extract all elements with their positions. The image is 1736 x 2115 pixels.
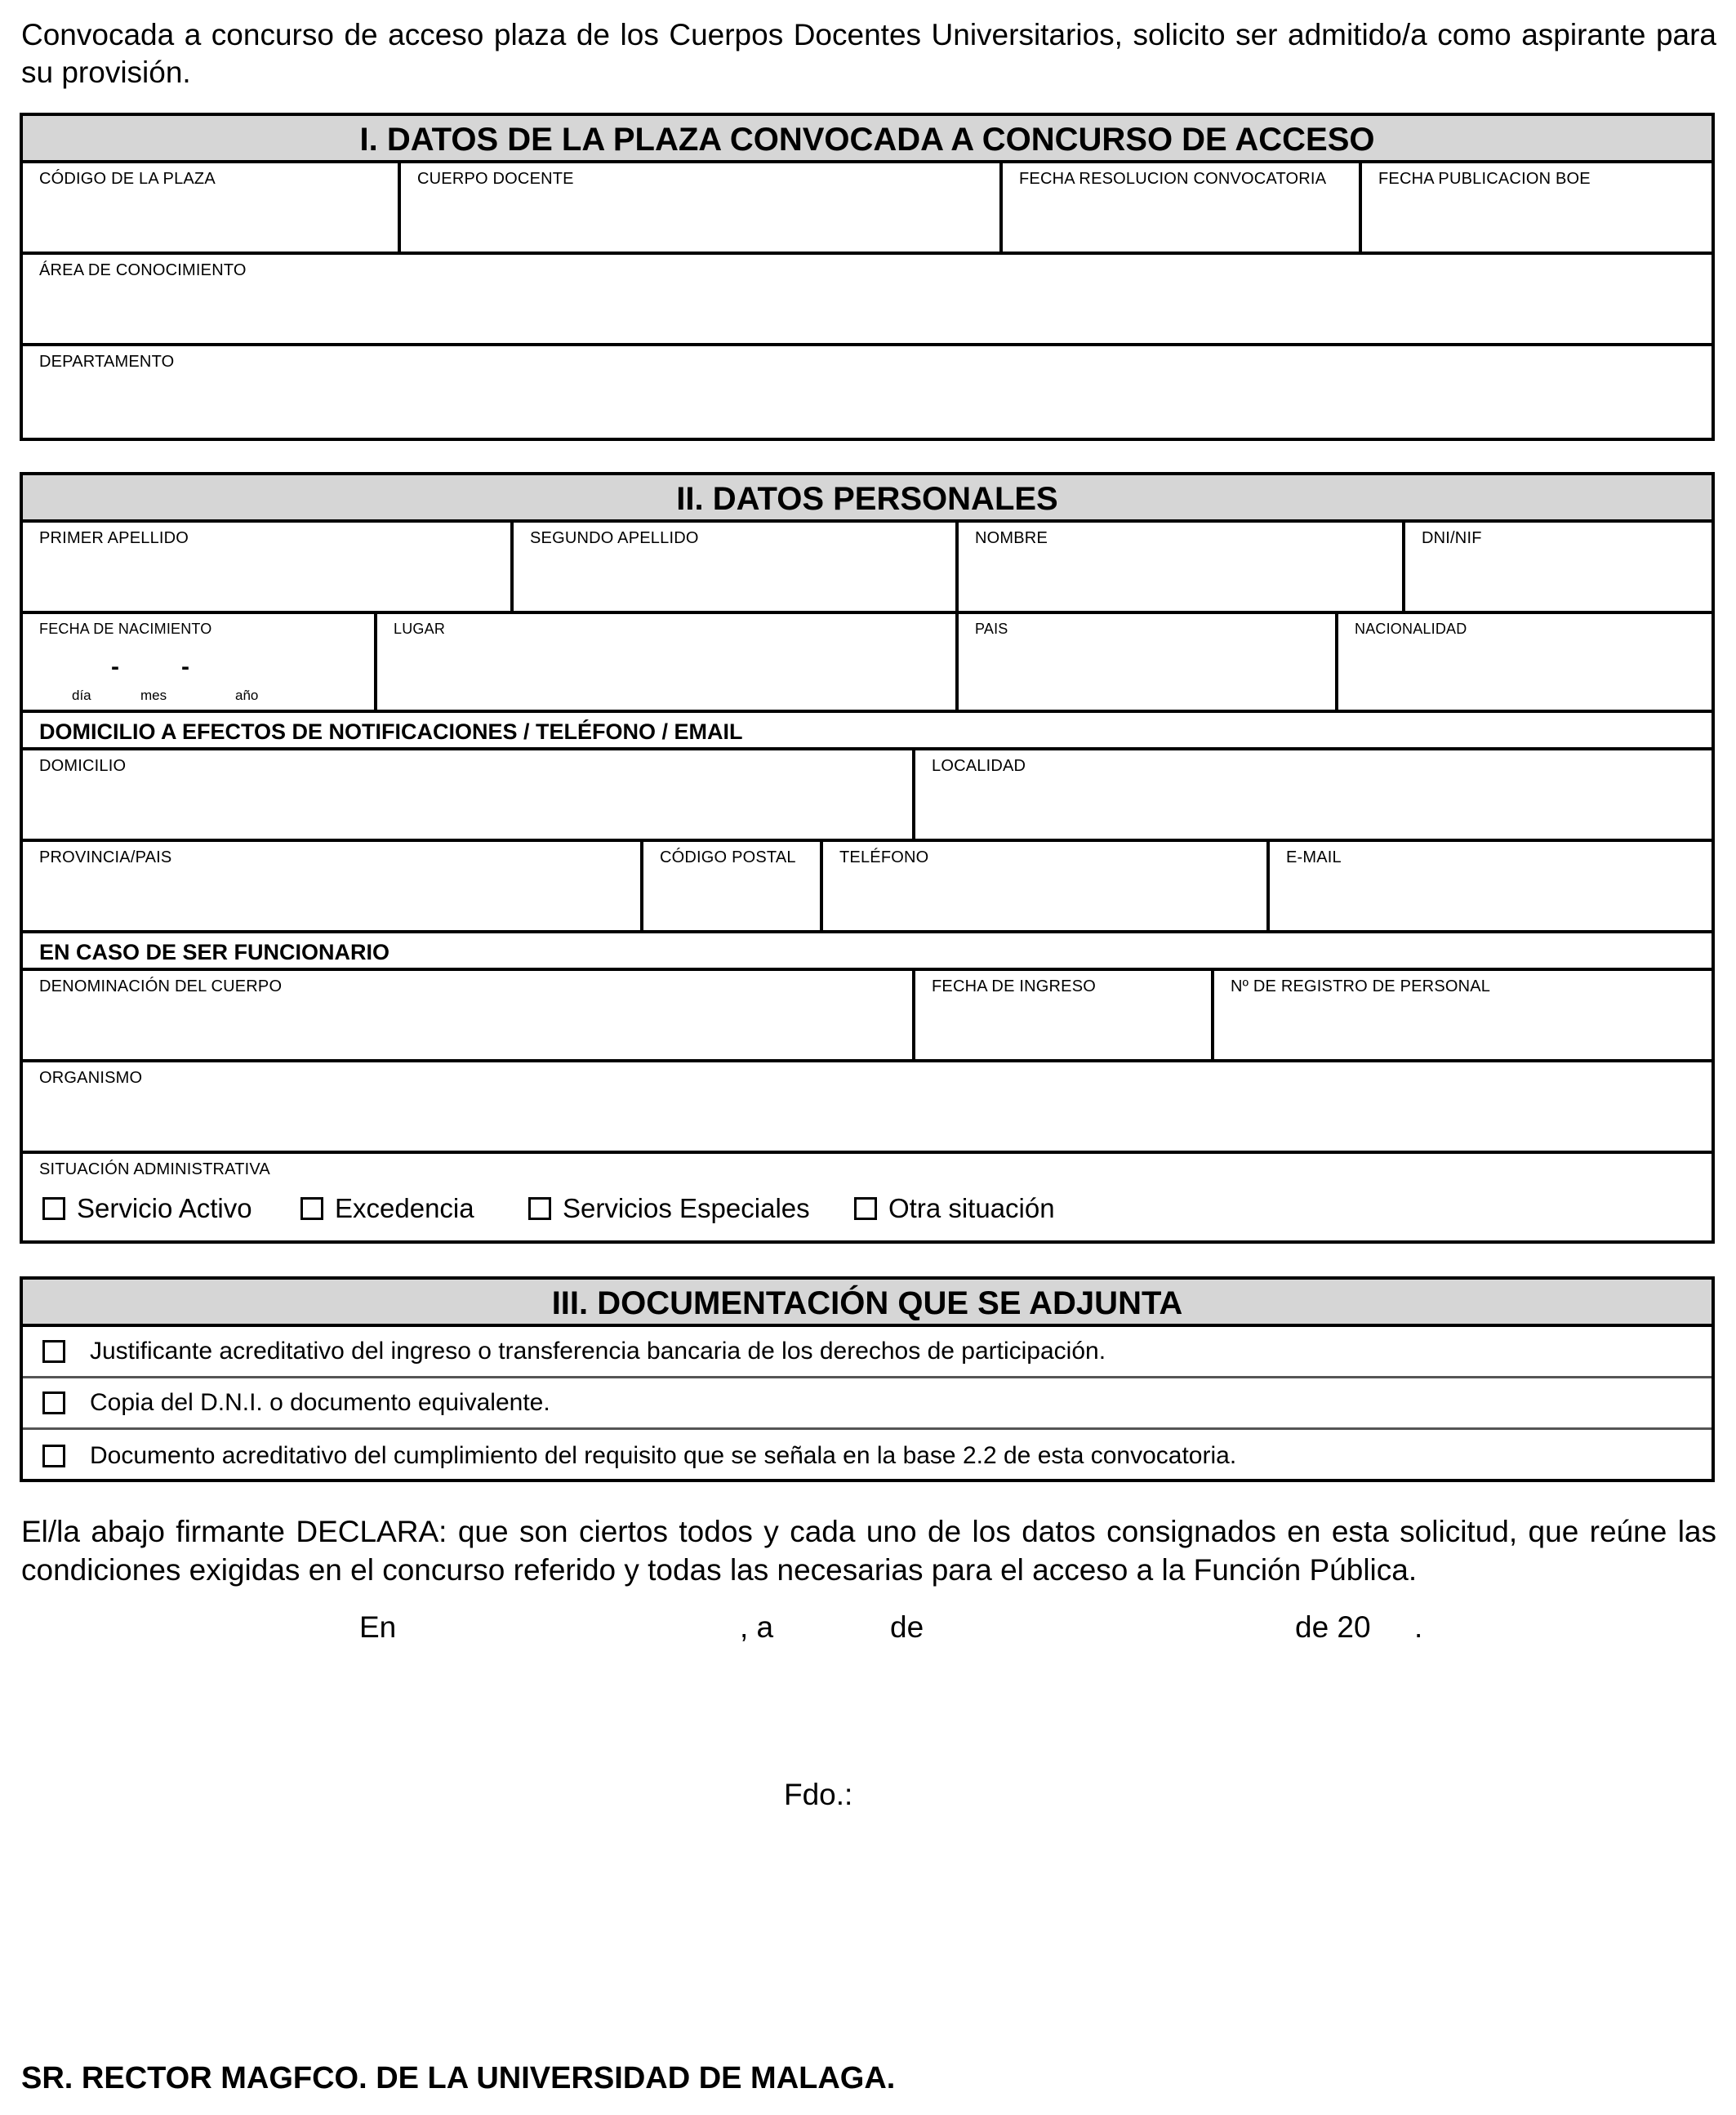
situacion-option-label: Otra situación	[888, 1193, 1055, 1223]
localidad-field[interactable]	[915, 750, 1712, 839]
situacion-option-label: Excedencia	[335, 1193, 474, 1223]
organismo-label: ORGANISMO	[39, 1069, 143, 1087]
fecha-nacimiento-field[interactable]	[23, 614, 377, 710]
situacion-option-excedencia[interactable]	[300, 1193, 474, 1224]
lugar-field[interactable]	[377, 614, 959, 710]
primer-apellido-label: PRIMER APELLIDO	[39, 529, 189, 547]
fecha-publicacion-field[interactable]	[1362, 163, 1712, 252]
cuerpo-docente-field[interactable]	[401, 163, 1003, 252]
provincia-field[interactable]	[23, 842, 643, 930]
doc-item-requisito[interactable]	[23, 1430, 1712, 1481]
intro-text: Convocada a concurso de acceso plaza de los Cuerpos Docentes Universitarios, solicito ser admitido/a como aspirante para su provisión.	[21, 18, 1716, 89]
signature-label: Fdo.:	[784, 1778, 853, 1811]
situacion-option-label: Servicio Activo	[77, 1193, 252, 1223]
place-dot: .	[1414, 1610, 1423, 1644]
place-de-label: de	[890, 1610, 924, 1644]
domicilio-label: DOMICILIO	[39, 757, 127, 775]
situacion-field	[23, 1154, 1712, 1236]
section-documentacion	[20, 1276, 1715, 1482]
primer-apellido-field[interactable]	[23, 523, 514, 611]
departamento-label: DEPARTAMENTO	[39, 353, 175, 371]
place-en-label: En	[359, 1610, 397, 1644]
doc-item-justificante[interactable]	[23, 1327, 1712, 1378]
fecha-nacimiento-label: FECHA DE NACIMIENTO	[39, 621, 212, 637]
pais-label: PAIS	[975, 621, 1008, 637]
fecha-publicacion-label: FECHA PUBLICACION BOE	[1378, 170, 1591, 188]
dia-label: día	[72, 688, 91, 703]
doc-item-dni[interactable]	[23, 1378, 1712, 1430]
fecha-nacimiento-parts	[52, 653, 265, 702]
section-datos-personales	[20, 472, 1715, 1244]
denominacion-cuerpo-label: DENOMINACIÓN DEL CUERPO	[39, 977, 283, 995]
telefono-field[interactable]	[823, 842, 1270, 930]
declaration-text: El/la abajo firmante DECLARA: que son ciertos todos y cada uno de los datos consignados en esta solicitud, que reúne las condiciones exigidas en el concurso referido y todas las necesarias para el acceso a la Función Pública.	[21, 1515, 1716, 1587]
fecha-ingreso-label: FECHA DE INGRESO	[932, 977, 1097, 995]
place-de20-label: de 20	[1295, 1610, 1371, 1644]
section-plaza	[20, 113, 1715, 441]
section-datos-personales-title: II. DATOS PERSONALES	[23, 475, 1712, 523]
situacion-option-servicio-activo[interactable]	[42, 1193, 252, 1224]
checkbox-icon[interactable]	[300, 1197, 323, 1220]
situacion-option-servicios-especiales[interactable]	[528, 1193, 810, 1224]
section-plaza-title: I. DATOS DE LA PLAZA CONVOCADA A CONCURSO DE ACCESO	[23, 116, 1712, 163]
segundo-apellido-field[interactable]	[514, 523, 959, 611]
addressee: SR. RECTOR MAGFCO. DE LA UNIVERSIDAD DE MALAGA.	[21, 2061, 896, 2095]
codigo-plaza-field[interactable]	[23, 163, 401, 252]
telefono-label: TELÉFONO	[839, 848, 929, 866]
fecha-resolucion-label: FECHA RESOLUCION CONVOCATORIA	[1019, 170, 1327, 188]
checkbox-icon[interactable]	[42, 1340, 65, 1363]
area-conocimiento-label: ÁREA DE CONOCIMIENTO	[39, 261, 247, 279]
nombre-label: NOMBRE	[975, 529, 1048, 547]
codigo-postal-field[interactable]	[643, 842, 823, 930]
situacion-label: SITUACIÓN ADMINISTRATIVA	[39, 1160, 270, 1178]
date-dash-2: -	[181, 653, 189, 680]
section-documentacion-title: III. DOCUMENTACIÓN QUE SE ADJUNTA	[23, 1280, 1712, 1327]
dni-field[interactable]	[1405, 523, 1712, 611]
area-conocimiento-field[interactable]	[23, 255, 1712, 343]
domicilio-header: DOMICILIO A EFECTOS DE NOTIFICACIONES / TELÉFONO / EMAIL	[23, 713, 1712, 750]
checkbox-icon[interactable]	[42, 1391, 65, 1414]
cuerpo-docente-label: CUERPO DOCENTE	[417, 170, 574, 188]
doc-item-label: Documento acreditativo del cumplimiento del requisito que se señala en la base 2.2 de esta convocatoria.	[90, 1441, 1237, 1469]
anio-label: año	[235, 688, 259, 703]
pais-field[interactable]	[959, 614, 1338, 710]
fecha-resolucion-field[interactable]	[1003, 163, 1362, 252]
checkbox-icon[interactable]	[528, 1197, 551, 1220]
codigo-postal-label: CÓDIGO POSTAL	[660, 848, 796, 866]
denominacion-cuerpo-field[interactable]	[23, 971, 915, 1059]
registro-personal-label: Nº DE REGISTRO DE PERSONAL	[1231, 977, 1491, 995]
checkbox-icon[interactable]	[42, 1197, 65, 1220]
place-a-label: , a	[740, 1610, 774, 1644]
email-field[interactable]	[1270, 842, 1712, 930]
mes-label: mes	[140, 688, 167, 703]
nacionalidad-label: NACIONALIDAD	[1355, 621, 1467, 637]
registro-personal-field[interactable]	[1214, 971, 1712, 1059]
email-label: E-MAIL	[1286, 848, 1342, 866]
segundo-apellido-label: SEGUNDO APELLIDO	[530, 529, 699, 547]
nombre-field[interactable]	[959, 523, 1405, 611]
codigo-plaza-label: CÓDIGO DE LA PLAZA	[39, 170, 216, 188]
checkbox-icon[interactable]	[854, 1197, 877, 1220]
nacionalidad-field[interactable]	[1338, 614, 1712, 710]
fecha-ingreso-field[interactable]	[915, 971, 1214, 1059]
localidad-label: LOCALIDAD	[932, 757, 1026, 775]
date-dash-1: -	[111, 653, 119, 680]
situacion-option-label: Servicios Especiales	[563, 1193, 810, 1223]
lugar-label: LUGAR	[394, 621, 446, 637]
situacion-option-otra[interactable]	[854, 1193, 1055, 1224]
dni-label: DNI/NIF	[1422, 529, 1482, 547]
doc-item-label: Justificante acreditativo del ingreso o transferencia bancaria de los derechos de participación.	[90, 1338, 1106, 1365]
doc-item-label: Copia del D.N.I. o documento equivalente.	[90, 1389, 550, 1416]
provincia-label: PROVINCIA/PAIS	[39, 848, 172, 866]
organismo-field[interactable]	[23, 1062, 1712, 1151]
checkbox-icon[interactable]	[42, 1445, 65, 1467]
domicilio-field[interactable]	[23, 750, 915, 839]
departamento-field[interactable]	[23, 346, 1712, 438]
funcionario-header: EN CASO DE SER FUNCIONARIO	[23, 933, 1712, 971]
